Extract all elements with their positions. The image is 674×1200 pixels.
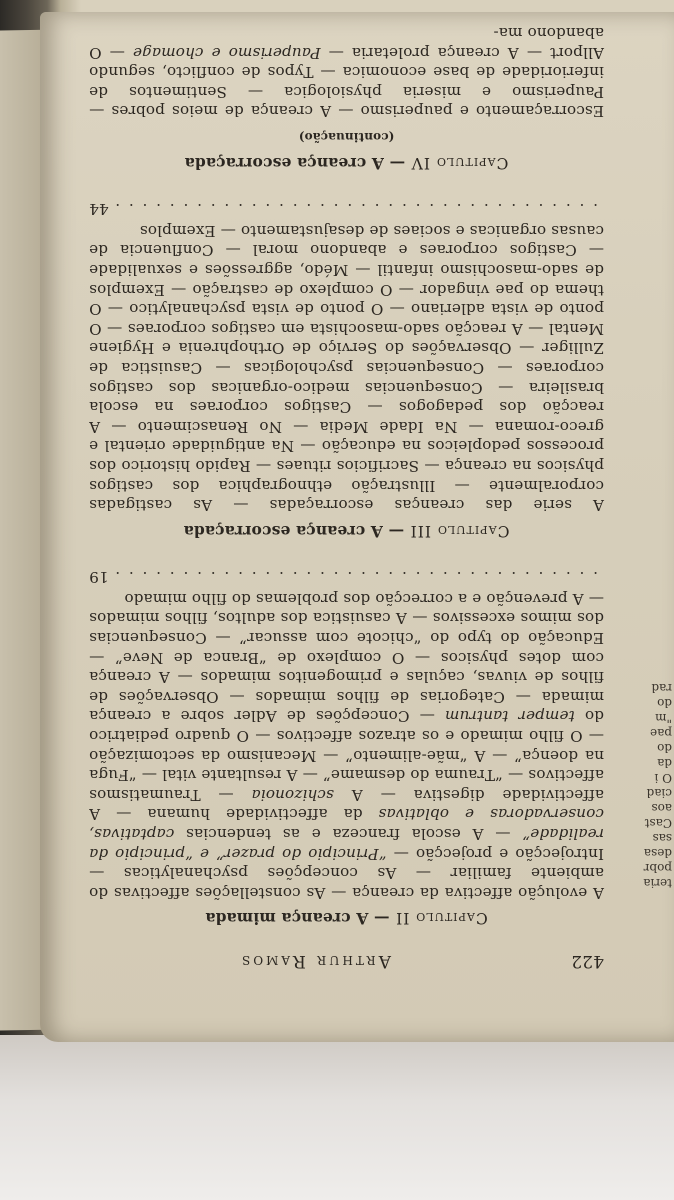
- chapter-3-title: [89, 520, 604, 541]
- chapter-2-title: [89, 908, 604, 929]
- fragment-line: ciad: [646, 786, 672, 800]
- chapter-3-summary: A serie das creanças escorraçadas — As castigadas corporalmente — Illustração ethnographica dos castigos physicos na creança — Sacrificios rituaes — Rapido historico dos processos pedopleicos na educação — Na antiguidade oriental e greco-romana — Na Idade Media — No Renascimento — A reacção dos pedagogos — Castigos corporaes na escola brasileira — Consequencias medico-organicas dos castigos corporaes — Consequencias psychologicas — Casuistica de Zulliger — Observações do Serviço de Orthophrenia e Hygiene Mental — A reacção sado-masochista em castigos corporaes — O ponto de vista adleriano — O ponto de vista psychanalytico — O thema do pae vingador — O complexo de castração — Exemplos de sado-masochismo infantil — Médo, aggressões e sexualidade — Castigos corporaes e abandono moral — Confluencia de causas organicas e sociaes de desajustamento — Exemplos: [89, 221, 604, 515]
- fragment-line: desa: [643, 846, 672, 860]
- chapter-4-name: — A creança escorraçada: [184, 153, 411, 173]
- chapter-2-text-5: — Concepções de Adler sobre a creança mimada — Categorias de filhos mimados — Observações de filhos de viuvas, caçulas e primogenitos mimados — A creança com dotes physicos — O complexo de “Branca de Neve” — Educação do typo do “chicote com assucar” — Consequencias dos mimos excessivos — A casuistica dos adultos, filhos mimados — A prevenção e a correcção dos problemas do filho mimado: [89, 589, 604, 726]
- page-header: [89, 950, 604, 970]
- chapter-3-number: Capitulo III: [409, 521, 510, 540]
- leader-dots: [115, 199, 598, 219]
- fragment-line: pae: [650, 726, 672, 740]
- chapter-2-text-1: A evolução affectiva da creança — As constellações affectivas do ambiente familiar — As concepções psychanalyticas — Introjecção e projecção —: [89, 844, 604, 902]
- fragment-line: Cast: [644, 816, 672, 830]
- chapter-2-italic-2: captativas, conservadoras e oblativas: [89, 805, 604, 844]
- fragment-line: teria: [643, 876, 672, 890]
- chapter-2-page-ref: [89, 567, 604, 587]
- chapter-2-number: Capitulo II: [395, 909, 488, 928]
- chapter-4-text-1: Escorraçamento e pauperismo — A creança de meios pobres — Pauperismo e miseria physiologica — Sentimentos de inferioridade de base economica — Typos de conflicto, segundo Allport — A creança proletaria —: [89, 43, 604, 121]
- chapter-3-name: — A creança escorraçada: [183, 521, 410, 541]
- adjacent-page-fragments: [622, 680, 672, 890]
- page-number: 422: [571, 951, 604, 971]
- page-content-rotated: [40, 12, 674, 1042]
- chapter-2-italic-3: schizonoia: [251, 785, 334, 804]
- fragment-line: sas: [652, 831, 672, 845]
- running-head: Arthur Ramos: [239, 951, 391, 971]
- chapter-4-continuation: (continuação): [298, 130, 395, 145]
- leader-dots: [115, 567, 598, 587]
- book-page: [40, 12, 674, 1042]
- chapter-2-text-3: da affectividade humana — A affectividade digestiva — A: [89, 785, 604, 824]
- fragment-line: do: [657, 741, 672, 755]
- fragment-line: rad: [651, 681, 672, 695]
- chapter-4-italic-1: Pauperismo e chomage: [132, 43, 321, 62]
- chapter-4-summary: [89, 22, 604, 120]
- fragment-line: aos: [651, 801, 672, 815]
- fragment-line: pobr: [643, 861, 672, 875]
- chapter-2-text-4: — Traumatismos affectivos — “Trauma do desmame” — A resultante vital — “Fuga na doença” — A “mãe-alimento” — Mecanismo da sectomização — O filho mimado e os atrazos affectivos — O quadro pediatrico do: [89, 707, 604, 804]
- fragment-line: da: [657, 756, 672, 770]
- chapter-2-italic-1: “Principio do prazer” e “principio da realidade”: [89, 825, 604, 863]
- table-surface: [0, 1035, 674, 1200]
- chapter-4-text-2: — O abandono ma-: [89, 24, 604, 62]
- chapter-4-title: [89, 152, 604, 173]
- chapter-3-page-ref: [89, 199, 604, 219]
- chapter-4-number: Capitulo IV: [410, 153, 509, 172]
- chapter-2-page: 19: [89, 568, 109, 587]
- chapter-2-text-2: — A escola franceza e as tendencias: [174, 825, 523, 844]
- chapter-2-summary: [89, 588, 604, 902]
- page-content: [89, 22, 604, 970]
- fragment-line: "m: [655, 711, 672, 725]
- chapter-3-page: 44: [89, 200, 109, 219]
- fragment-line: O i: [654, 771, 672, 785]
- chapter-2-name: — A creança mimada: [205, 909, 396, 929]
- chapter-2-italic-4: temper tantrum: [444, 707, 575, 726]
- fragment-line: do: [657, 696, 672, 710]
